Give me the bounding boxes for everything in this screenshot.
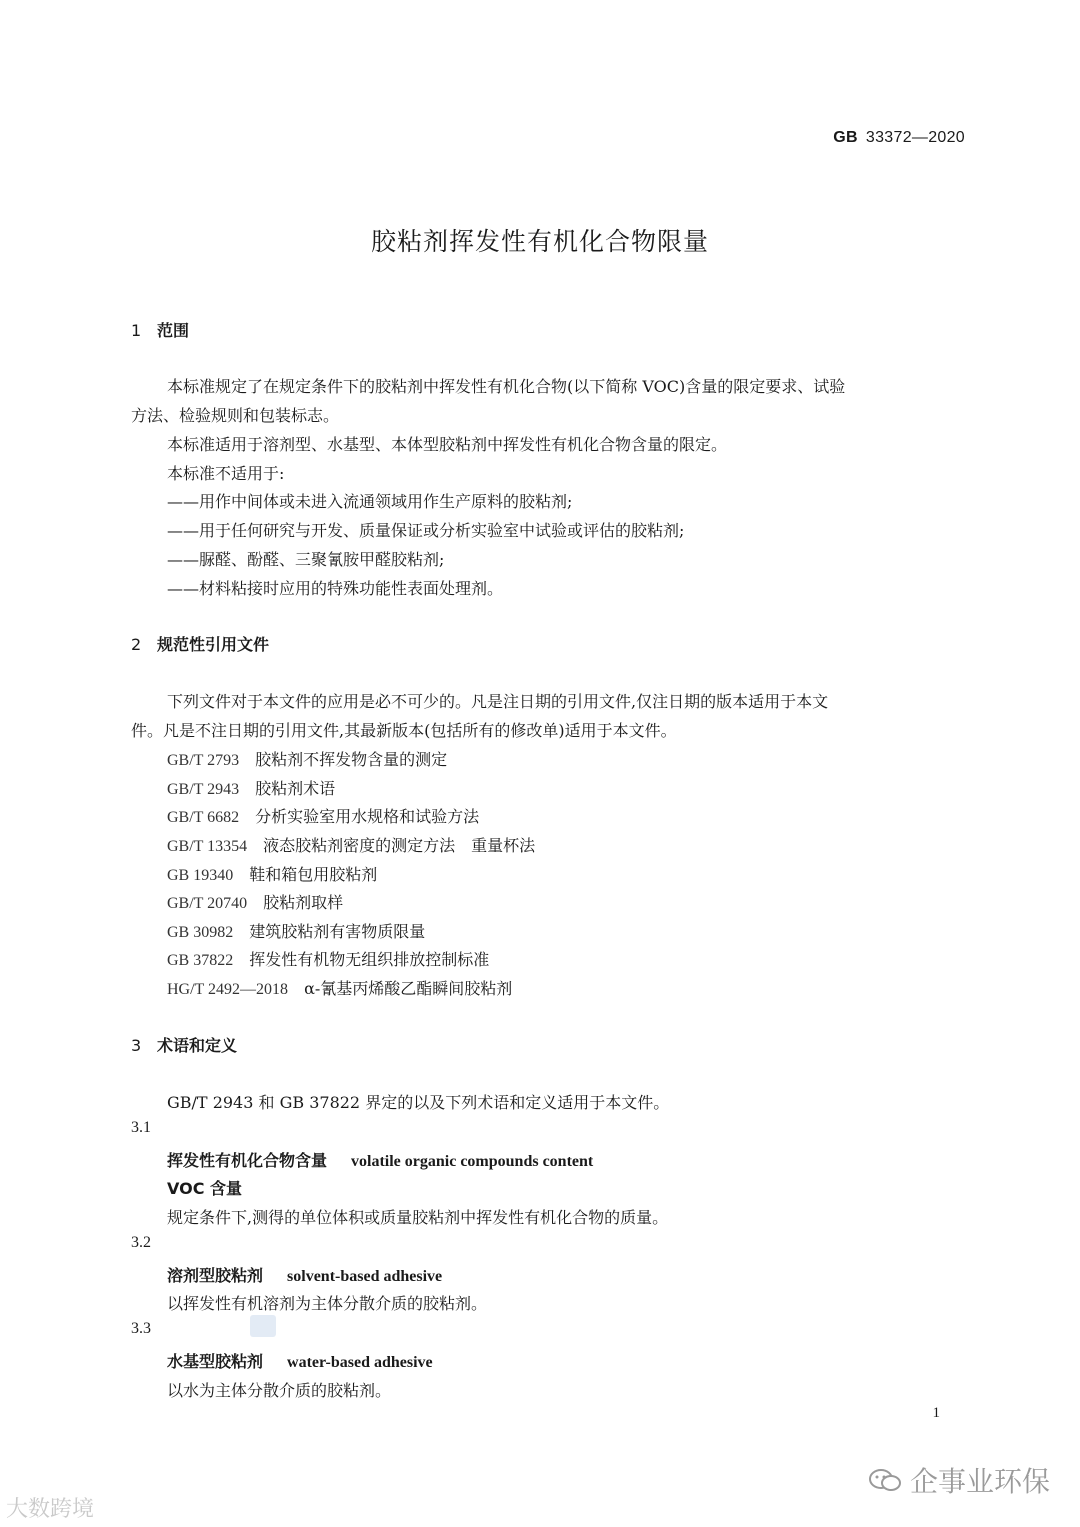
reference-code: GB/T 13354 xyxy=(167,838,248,855)
paragraph-line: 本标准不适用于: xyxy=(167,464,285,483)
reference-item xyxy=(167,976,512,999)
paragraph-line: 本标准规定了在规定条件下的胶粘剂中挥发性有机化合物(以下简称 VOC)含量的限定要求、试验 xyxy=(167,377,846,396)
list-item: ——脲醛、酚醛、三聚氰胺甲醛胶粘剂; xyxy=(167,550,445,569)
section-2-heading xyxy=(131,632,269,655)
term-definition: 以水为主体分散介质的胶粘剂。 xyxy=(167,1381,392,1400)
term-zh: 水基型胶粘剂 xyxy=(167,1352,264,1371)
reference-code: GB 19340 xyxy=(167,867,234,884)
reference-name: 建筑胶粘剂有害物质限量 xyxy=(249,922,426,941)
section-number: 1 xyxy=(131,321,142,340)
term-heading xyxy=(167,1263,442,1286)
term-en: water-based adhesive xyxy=(287,1354,433,1371)
page-number: 1 xyxy=(932,1405,940,1421)
standard-prefix: GB xyxy=(833,129,858,146)
reference-item xyxy=(167,947,489,970)
list-item: ——材料粘接时应用的特殊功能性表面处理剂。 xyxy=(167,579,504,598)
list-item: ——用于任何研究与开发、质量保证或分析实验室中试验或评估的胶粘剂; xyxy=(167,521,685,540)
section-number: 2 xyxy=(131,635,142,654)
watermark-text: 企事业环保 xyxy=(909,1465,1050,1498)
section-number: 3 xyxy=(131,1036,142,1055)
reference-name: 胶粘剂取样 xyxy=(263,893,344,912)
reference-code: GB/T 2793 xyxy=(167,752,240,769)
term-definition: 规定条件下,测得的单位体积或质量胶粘剂中挥发性有机化合物的质量。 xyxy=(167,1208,669,1227)
term-number: 3.1 xyxy=(131,1119,151,1136)
paragraph-line: 下列文件对于本文件的应用是必不可少的。凡是注日期的引用文件,仅注日期的版本适用于本文 xyxy=(167,692,829,711)
list-item: ——用作中间体或未进入流通领域用作生产原料的胶粘剂; xyxy=(167,492,573,511)
reference-name: 胶粘剂术语 xyxy=(255,779,336,798)
document-title: 胶粘剂挥发性有机化合物限量 xyxy=(370,227,709,256)
term-en: volatile organic compounds content xyxy=(351,1153,594,1170)
term-number: 3.2 xyxy=(131,1234,151,1251)
reference-name: α-氰基丙烯酸乙酯瞬间胶粘剂 xyxy=(304,979,513,998)
paragraph-line: GB/T 2943 和 GB 37822 界定的以及下列术语和定义适用于本文件。 xyxy=(167,1093,670,1112)
term-heading xyxy=(167,1349,433,1372)
term-heading xyxy=(167,1148,593,1171)
term-zh: 溶剂型胶粘剂 xyxy=(167,1266,264,1285)
reference-item xyxy=(167,747,447,770)
reference-code: GB/T 20740 xyxy=(167,895,248,912)
paragraph-line: 件。凡是不注日期的引用文件,其最新版本(包括所有的修改单)适用于本文件。 xyxy=(131,721,677,740)
term-zh: 挥发性有机化合物含量 xyxy=(167,1151,328,1170)
reference-code: GB 30982 xyxy=(167,924,234,941)
reference-name: 胶粘剂不挥发物含量的测定 xyxy=(255,750,448,769)
paragraph-line: 方法、检验规则和包装标志。 xyxy=(131,406,340,425)
watermark-left: 大数跨境 xyxy=(6,1497,95,1522)
reference-name: 挥发性有机物无组织排放控制标准 xyxy=(249,950,490,969)
paragraph-line: 本标准适用于溶剂型、水基型、本体型胶粘剂中挥发性有机化合物含量的限定。 xyxy=(167,435,728,454)
reference-item xyxy=(167,919,425,942)
section-title: 术语和定义 xyxy=(157,1036,238,1055)
watermark-right xyxy=(868,1460,1050,1500)
standard-number xyxy=(833,129,965,147)
section-1-heading xyxy=(131,318,189,341)
reference-name: 分析实验室用水规格和试验方法 xyxy=(255,807,480,826)
standard-code: 33372—2020 xyxy=(865,129,965,146)
reference-item xyxy=(167,833,535,856)
term-definition: 以挥发性有机溶剂为主体分散介质的胶粘剂。 xyxy=(167,1294,488,1313)
reference-code: GB/T 2943 xyxy=(167,781,240,798)
term-en: solvent-based adhesive xyxy=(287,1268,443,1285)
reference-item xyxy=(167,804,479,827)
section-3-heading xyxy=(131,1033,237,1056)
reference-code: HG/T 2492—2018 xyxy=(167,981,289,998)
faint-stamp-mark xyxy=(250,1315,276,1337)
reference-name: 鞋和箱包用胶粘剂 xyxy=(249,865,378,884)
section-title: 范围 xyxy=(157,321,190,340)
term-number: 3.3 xyxy=(131,1320,151,1337)
reference-item xyxy=(167,890,343,913)
reference-name: 液态胶粘剂密度的测定方法 重量杯法 xyxy=(263,836,536,855)
reference-code: GB/T 6682 xyxy=(167,809,240,826)
reference-item xyxy=(167,862,377,885)
term-alt: VOC 含量 xyxy=(167,1179,243,1198)
wechat-icon xyxy=(868,1468,902,1492)
section-title: 规范性引用文件 xyxy=(157,635,270,654)
reference-code: GB 37822 xyxy=(167,952,234,969)
reference-item xyxy=(167,776,335,799)
